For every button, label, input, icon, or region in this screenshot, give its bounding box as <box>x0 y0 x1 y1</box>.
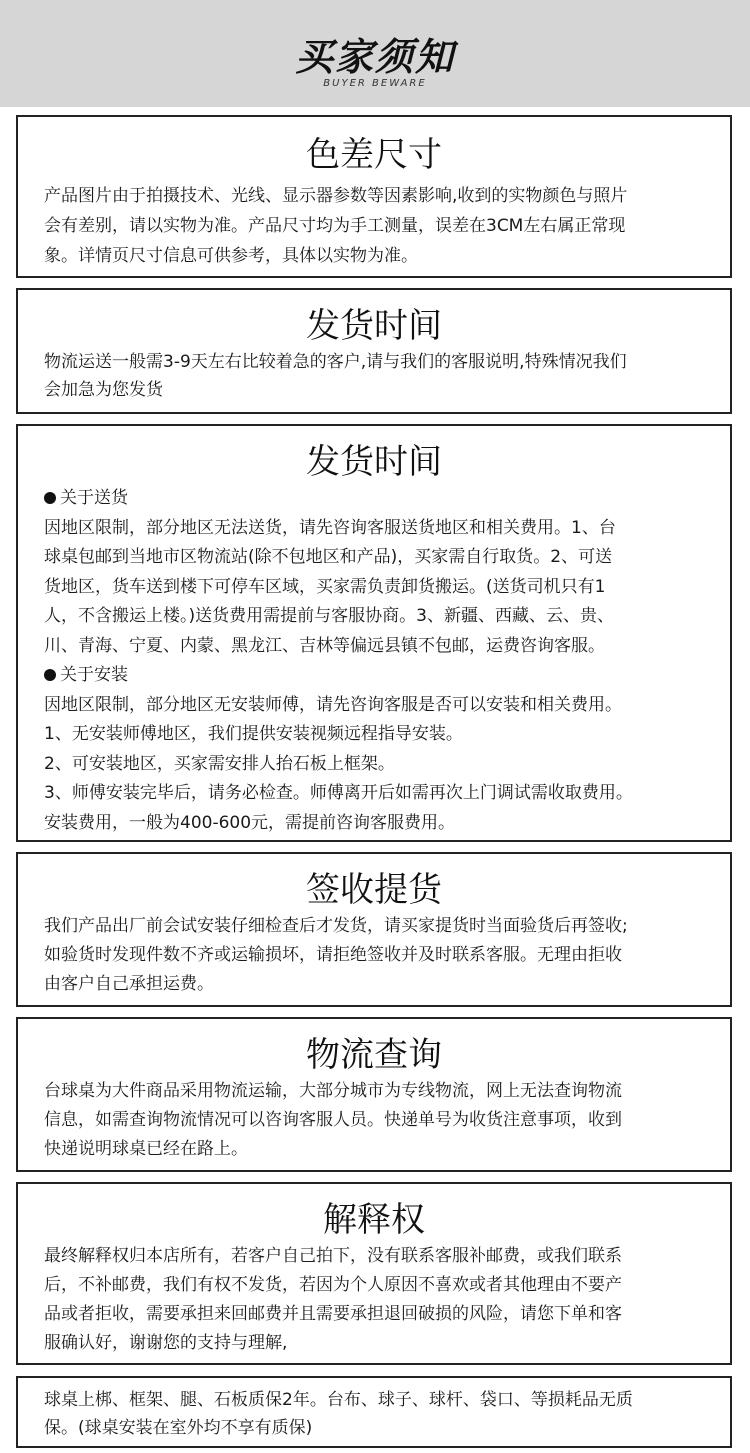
text-line: 货地区，货车送到楼下可停车区域，买家需负责卸货搬运。(送货司机只有1 <box>44 576 606 597</box>
text-line: 安装费用，一般为400-600元，需提前咨询客服费用。 <box>44 812 456 833</box>
text-line: 品或者拒收，需要承担来回邮费并且需要承担退回破损的风险，请您下单和客 <box>44 1304 622 1324</box>
text-line: 最终解释权归本店所有，若客户自己拍下，没有联系客服补邮费，或我们联系 <box>44 1246 622 1266</box>
bullet-dot-icon <box>44 492 56 504</box>
section-title: 发货时间 <box>306 306 442 346</box>
text-line: 因地区限制，部分地区无法送货，请先咨询客服送货地区和相关费用。1、台 <box>44 517 616 538</box>
bullet-heading-install: 关于安装 <box>44 661 710 691</box>
text-line: 会有差别，请以实物为准。产品尺寸均为手工测量，误差在3CM左右属正常现 <box>44 216 626 236</box>
bullet-heading-delivery: 关于送货 <box>44 484 710 514</box>
section-shipping-time <box>16 288 732 414</box>
section-receipt-pickup <box>16 852 732 1007</box>
text-line: 川、青海、宁夏、内蒙、黑龙江、吉林等偏远县镇不包邮，运费咨询客服。 <box>44 635 605 656</box>
section-title: 解释权 <box>323 1200 425 1240</box>
text-line: 信息，如需查询物流情况可以咨询客服人员。快递单号为收货注意事项，收到 <box>44 1110 622 1130</box>
text-line: 快递说明球桌已经在路上。 <box>44 1139 248 1159</box>
text-line: 会加急为您发货 <box>44 380 163 400</box>
text-line: 台球桌为大件商品采用物流运输，大部分城市为专线物流，网上无法查询物流 <box>44 1081 622 1101</box>
section-delivery-install <box>16 424 732 842</box>
section-title: 签收提货 <box>306 870 442 910</box>
section-warranty <box>16 1376 732 1448</box>
text-line: 因地区限制，部分地区无安装师傅，请先咨询客服是否可以安装和相关费用。 <box>44 694 622 715</box>
text-line: 如验货时发现件数不齐或运输损坏，请拒绝签收并及时联系客服。无理由拒收 <box>44 945 622 965</box>
header-banner <box>0 0 750 107</box>
text-line: 后，不补邮费，我们有权不发货，若因为个人原因不喜欢或者其他理由不要产 <box>44 1275 622 1295</box>
text-line: 3、师傅安装完毕后，请务必检查。师傅离开后如需再次上门调试需收取费用。 <box>44 783 633 803</box>
section-body <box>44 1386 710 1442</box>
section-color-size <box>16 115 732 278</box>
section-body <box>44 181 710 271</box>
section-title: 物流查询 <box>306 1035 442 1075</box>
text-line: 产品图片由于拍摄技术、光线、显示器参数等因素影响,收到的实物颜色与照片 <box>44 186 628 206</box>
section-logistics-query <box>16 1017 732 1172</box>
text-line: 人，不含搬运上楼。)送货费用需提前与客服协商。3、新疆、西藏、云、贵、 <box>44 606 614 626</box>
section-interpretation-right <box>16 1182 732 1365</box>
section-body <box>44 484 710 838</box>
text-line: 球桌上梆、框架、腿、石板质保2年。台布、球子、球杆、袋口、等损耗品无质 <box>44 1390 633 1410</box>
text-line: 1、无安装师傅地区，我们提供安装视频远程指导安装。 <box>44 724 463 744</box>
section-body <box>44 912 710 999</box>
text-line: 保。(球桌安装在室外均不享有质保) <box>44 1418 313 1438</box>
text-line: 我们产品出厂前会试安装仔细检查后才发货，请买家提货时当面验货后再签收; <box>44 916 628 936</box>
section-body <box>44 1077 710 1164</box>
text-line: 由客户自己承担运费。 <box>44 974 214 994</box>
section-body <box>44 348 710 404</box>
text-line: 2、可安装地区，买家需安排人抬石板上框架。 <box>44 753 395 774</box>
section-title: 色差尺寸 <box>306 135 442 175</box>
text-line: 服确认好，谢谢您的支持与理解, <box>44 1333 288 1353</box>
text-line: 象。详情页尺寸信息可供参考，具体以实物为准。 <box>44 246 418 266</box>
page-title: 买家须知 <box>294 35 455 79</box>
page-subtitle: BUYER BEWARE <box>323 78 427 89</box>
section-body <box>44 1242 710 1358</box>
text-line: 物流运送一般需3-9天左右比较着急的客户,请与我们的客服说明,特殊情况我们 <box>44 352 627 372</box>
bullet-dot-icon <box>44 669 56 681</box>
section-title: 发货时间 <box>306 442 442 482</box>
text-line: 球桌包邮到当地市区物流站(除不包地区和产品)，买家需自行取货。2、可送 <box>44 547 613 567</box>
